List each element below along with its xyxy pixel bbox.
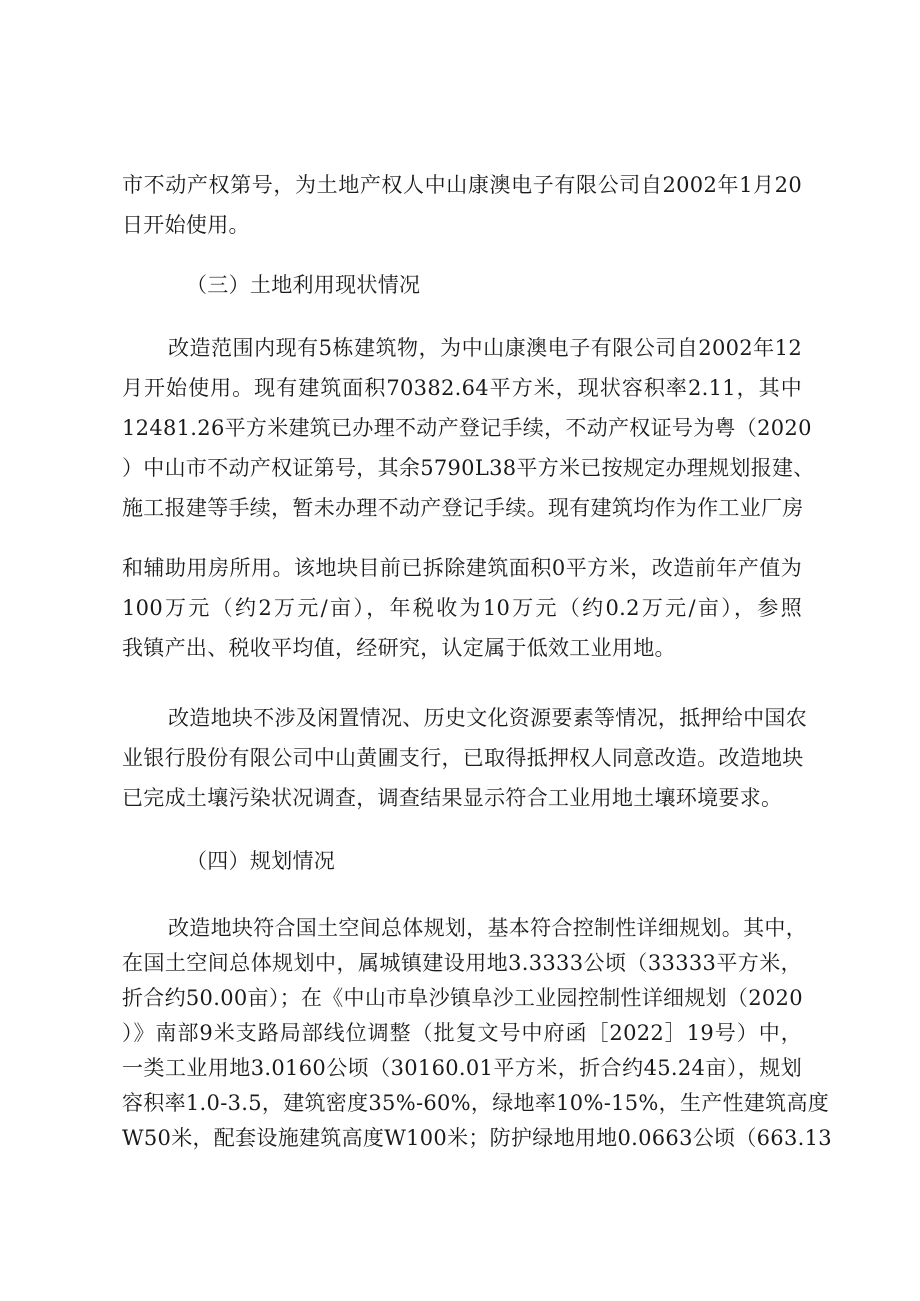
paragraph-line: W50米，配套设施建筑高度W100米；防护绿地用地0.0663公顷（663.13 <box>122 1126 832 1150</box>
paragraph-line: 在国土空间总体规划中，属城镇建设用地3.3333公顷（33333平方米， <box>122 951 802 975</box>
section-heading-3: （三）土地利用现状情况 <box>186 273 421 297</box>
paragraph-line: ）中山市不动产权证第号，其余5790L38平方米已按规定办理规划报建、 <box>122 456 815 480</box>
paragraph-line: 12481.26平方米建筑已办理不动产登记手续，不动产权证号为粤（2020 <box>122 416 812 440</box>
paragraph-line: 改造范围内现有5栋建筑物，为中山康澳电子有限公司自2002年12 <box>168 336 802 360</box>
paragraph-line: 日开始使用。 <box>122 213 250 237</box>
paragraph-line: 我镇产出、税收平均值，经研究，认定属于低效工业用地。 <box>122 636 676 660</box>
paragraph-line: 市不动产权第号，为土地产权人中山康澳电子有限公司自2002年1月20 <box>122 173 802 197</box>
paragraph-line: 月开始使用。现有建筑面积70382.64平方米，现状容积率2.11，其中 <box>122 376 802 400</box>
paragraph-line: 100万元（约2万元/亩），年税收为10万元（约0.2万元/亩），参照 <box>122 596 802 620</box>
section-heading-4: （四）规划情况 <box>186 849 336 873</box>
paragraph-line: 折合约50.00亩）；在《中山市阜沙镇阜沙工业园控制性详细规划（2020 <box>122 986 803 1010</box>
paragraph-line: 容积率1.0-3.5，建筑密度35%-60%，绿地率10%-15%，生产性建筑高度 <box>122 1091 830 1115</box>
paragraph-line: 和辅助用房所用。该地块目前已拆除建筑面积0平方米，改造前年产值为 <box>122 556 802 580</box>
paragraph-line: 一类工业用地3.0160公顷（30160.01平方米，折合约45.24亩），规划 <box>122 1056 803 1080</box>
paragraph-line: 施工报建等手续，暂未办理不动产登记手续。现有建筑均作为作工业厂房 <box>122 496 804 520</box>
paragraph-line: 已完成土壤污染状况调查，调查结果显示符合工业用地土壤环境要求。 <box>122 786 783 810</box>
paragraph-line: 业银行股份有限公司中山黄圃支行，已取得抵押权人同意改造。改造地块 <box>122 746 804 770</box>
paragraph-line: ）》南部9米支路局部线位调整（批复文号中府函［2022］19号）中， <box>122 1021 802 1045</box>
paragraph-line: 改造地块不涉及闲置情况、历史文化资源要素等情况，抵押给中国农 <box>168 706 807 730</box>
paragraph-line: 改造地块符合国土空间总体规划，基本符合控制性详细规划。其中， <box>168 916 807 940</box>
